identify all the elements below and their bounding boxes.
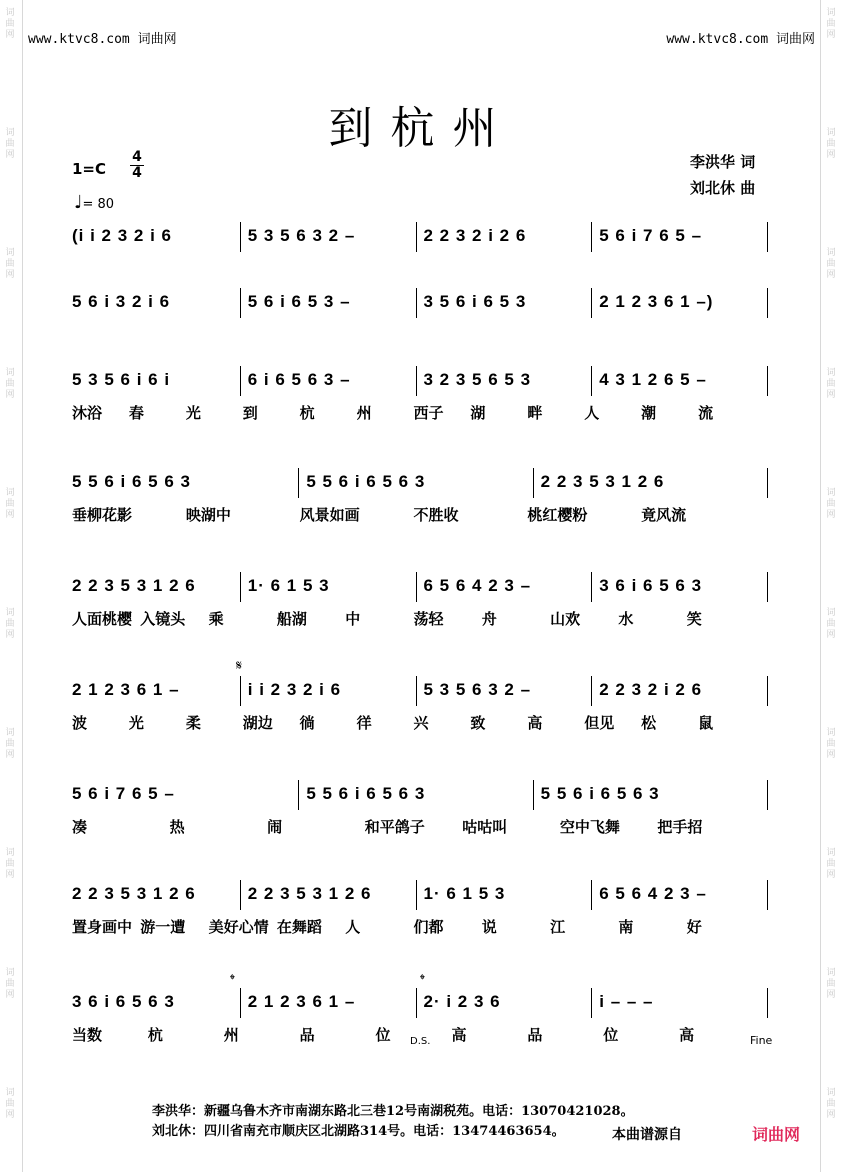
bar-line — [416, 676, 417, 706]
lyric: 垂柳花影 — [72, 506, 133, 524]
bar-line — [298, 780, 299, 810]
bar-line — [240, 222, 241, 252]
measure: 6 i 6 5 6 3 – — [247, 370, 351, 389]
measure: 6 5 6 4 2 3 – — [423, 576, 532, 595]
bar-line — [416, 880, 417, 910]
tempo-value: = 80 — [82, 197, 115, 212]
fine-mark: Fine — [750, 1034, 773, 1047]
lyric: 鼠 — [698, 714, 714, 732]
measure: 2 1 2 3 6 1 –) — [599, 292, 714, 311]
measure: 5 5 6 i 6 5 6 3 — [540, 784, 660, 803]
site-header-right[interactable] — [666, 28, 815, 47]
site-url[interactable]: www.ktvc8.com — [666, 32, 769, 47]
lyric: 和平鸽子 — [364, 818, 425, 836]
bar-line — [591, 988, 592, 1018]
footer-composer-contact: 刘北休：四川省南充市顺庆区北湖路314号。电话：13474463654。 — [152, 1124, 565, 1139]
measure: 2 2 3 5 3 1 2 6 — [72, 576, 196, 595]
lyric: 映湖中 — [185, 506, 231, 524]
lyric: 致 — [470, 714, 486, 732]
bar-line — [240, 988, 241, 1018]
site-name: 词曲网 — [775, 32, 815, 47]
watermark: 词曲网 — [826, 128, 836, 160]
lyric: 船湖 — [276, 610, 307, 628]
measure: 5 6 i 7 6 5 – — [72, 784, 175, 803]
measure: 3 2 3 5 6 5 3 — [423, 370, 532, 389]
lyric: 位 — [603, 1026, 619, 1044]
lyric: 置身画中 — [72, 918, 133, 936]
measure: i i 2 3 2 i 6 — [247, 680, 342, 699]
lyric: 人面桃樱 — [72, 610, 133, 628]
lyric: 山欢 — [550, 610, 581, 628]
right-margin-strip — [820, 0, 843, 1172]
lyric: 美好心情 — [208, 918, 269, 936]
bar-line — [591, 288, 592, 318]
lyric: 波 — [72, 714, 88, 732]
lyric: 入镜头 — [140, 610, 186, 628]
quarter-note-icon: ♩ — [74, 192, 83, 213]
measure: 2 2 3 5 3 1 2 6 — [540, 472, 665, 491]
lyric: 竟风流 — [641, 506, 687, 524]
lyric: 湖 — [470, 404, 486, 422]
lyric: 光 — [185, 404, 201, 422]
lyric: 位 — [375, 1026, 391, 1044]
watermark: 词曲网 — [5, 1088, 15, 1120]
measure: 2 2 3 2 i 2 6 — [599, 680, 703, 699]
bar-line — [591, 366, 592, 396]
bar-line — [767, 468, 768, 498]
coda-icon: 𝄌 — [420, 972, 425, 988]
composer-credit: 刘北休 曲 — [690, 179, 756, 197]
lyric: 不胜收 — [413, 506, 459, 524]
lyric: 州 — [223, 1026, 239, 1044]
lyric: 兴 — [413, 714, 429, 732]
bar-line — [240, 572, 241, 602]
lyric: 高 — [679, 1026, 695, 1044]
bar-line — [767, 676, 768, 706]
watermark: 词曲网 — [826, 608, 836, 640]
bar-line — [591, 880, 592, 910]
bar-line — [767, 880, 768, 910]
watermark: 词曲网 — [5, 848, 15, 880]
lyric: 南 — [618, 918, 634, 936]
lyric: 把手招 — [657, 818, 703, 836]
watermark: 词曲网 — [826, 368, 836, 400]
watermark: 词曲网 — [5, 128, 15, 160]
bar-line — [416, 366, 417, 396]
bar-line — [767, 222, 768, 252]
lyric: 流 — [698, 404, 714, 422]
measure: 3 6 i 6 5 6 3 — [72, 992, 175, 1011]
watermark: 词曲网 — [826, 968, 836, 1000]
watermark: 词曲网 — [5, 248, 15, 280]
watermark: 词曲网 — [826, 1088, 836, 1120]
measure: 5 6 i 6 5 3 – — [247, 292, 351, 311]
bar-line — [533, 780, 534, 810]
measure: 5 3 5 6 3 2 – — [247, 226, 356, 245]
measure: 5 6 i 7 6 5 – — [599, 226, 703, 245]
bar-line — [591, 676, 592, 706]
site-logo[interactable]: 词曲网 — [752, 1125, 801, 1144]
measure: 5 3 5 6 i 6 i — [72, 370, 171, 389]
lyric: 空中飞舞 — [559, 818, 620, 836]
lyric: 湖边 — [242, 714, 273, 732]
measure: 5 5 6 i 6 5 6 3 — [306, 472, 426, 491]
song-title: 到杭州 — [328, 103, 515, 154]
lyric: 杭 — [147, 1026, 163, 1044]
lyric: 热 — [169, 818, 185, 836]
watermark: 词曲网 — [5, 608, 15, 640]
site-name: 词曲网 — [137, 32, 177, 47]
lyric: 说 — [481, 918, 497, 936]
lyric: 江 — [550, 918, 566, 936]
lyric: 徉 — [356, 714, 372, 732]
lyric: 徜 — [299, 714, 315, 732]
bar-line — [298, 468, 299, 498]
tempo-marking — [74, 192, 114, 213]
bar-line — [240, 676, 241, 706]
lyric: 畔 — [527, 404, 543, 422]
bar-line — [416, 222, 417, 252]
lyric: 柔 — [185, 714, 201, 732]
lyric: 当数 — [72, 1026, 103, 1044]
lyric: 高 — [451, 1026, 467, 1044]
lyric: 品 — [299, 1026, 315, 1044]
watermark: 词曲网 — [826, 248, 836, 280]
lyric: 风景如画 — [299, 506, 360, 524]
lyric: 品 — [527, 1026, 543, 1044]
source-text: 本曲谱源自 — [612, 1127, 682, 1143]
measure: 2 2 3 5 3 1 2 6 — [247, 884, 372, 903]
measure: 4 3 1 2 6 5 – — [599, 370, 707, 389]
bar-line — [416, 288, 417, 318]
bar-line — [767, 288, 768, 318]
lyric: 咕咕叫 — [462, 818, 508, 836]
measure: 1· 6 1 5 3 — [247, 576, 330, 595]
lyric: 春 — [128, 404, 144, 422]
coda-icon: 𝄌 — [230, 972, 235, 988]
lyric: 光 — [128, 714, 144, 732]
lyric: 人 — [345, 918, 361, 936]
bar-line — [767, 366, 768, 396]
bar-line — [240, 880, 241, 910]
lyric: 到 — [242, 404, 258, 422]
site-header-left[interactable] — [28, 28, 177, 47]
watermark: 词曲网 — [5, 968, 15, 1000]
watermark: 词曲网 — [826, 8, 836, 40]
lyric: 舟 — [481, 610, 497, 628]
lyric: 在舞蹈 — [276, 918, 322, 936]
measure: 5 3 5 6 3 2 – — [423, 680, 532, 699]
measure: 2 2 3 2 i 2 6 — [423, 226, 527, 245]
key-signature: 1=C — [72, 160, 107, 178]
watermark: 词曲网 — [826, 848, 836, 880]
left-margin-strip — [0, 0, 23, 1172]
measure: 2 2 3 5 3 1 2 6 — [72, 884, 196, 903]
measure: 2 1 2 3 6 1 – — [72, 680, 180, 699]
lyric: 荡轻 — [413, 610, 444, 628]
lyric: 乘 — [208, 610, 224, 628]
measure: 3 5 6 i 6 5 3 — [423, 292, 527, 311]
measure: 6 5 6 4 2 3 – — [599, 884, 707, 903]
lyricist-credit: 李洪华 词 — [690, 153, 756, 171]
measure: i – – – — [599, 992, 654, 1011]
lyric: 好 — [686, 918, 702, 936]
lyric: 凑 — [72, 818, 88, 836]
measure: 5 5 6 i 6 5 6 3 — [72, 472, 191, 491]
lyric: 潮 — [641, 404, 657, 422]
measure: 1· 6 1 5 3 — [423, 884, 506, 903]
measure: 2 1 2 3 6 1 – — [247, 992, 356, 1011]
bar-line — [416, 988, 417, 1018]
lyric: 游一遭 — [140, 918, 186, 936]
lyric: 杭 — [299, 404, 315, 422]
lyric: 西子 — [413, 404, 444, 422]
time-signature-bottom: 4 — [132, 165, 142, 181]
lyric: 中 — [345, 610, 361, 628]
lyric: 但见 — [584, 714, 615, 732]
watermark: 词曲网 — [5, 728, 15, 760]
ds-mark: D.S. — [410, 1036, 431, 1047]
bar-line — [767, 572, 768, 602]
lyric: 州 — [356, 404, 372, 422]
watermark: 词曲网 — [5, 368, 15, 400]
lyric: 闹 — [267, 818, 283, 836]
site-url[interactable]: www.ktvc8.com — [28, 32, 130, 47]
lyric: 沐浴 — [72, 404, 103, 422]
measure: 2· i 2 3 6 — [423, 992, 501, 1011]
lyric: 桃红樱粉 — [527, 506, 588, 524]
lyric: 松 — [641, 714, 657, 732]
bar-line — [767, 988, 768, 1018]
bar-line — [240, 288, 241, 318]
bar-line — [591, 222, 592, 252]
lyric: 高 — [527, 714, 543, 732]
segno-icon: 𝄋 — [236, 658, 243, 674]
bar-line — [240, 366, 241, 396]
lyric: 人 — [584, 404, 600, 422]
bar-line — [416, 572, 417, 602]
bar-line — [533, 468, 534, 498]
watermark: 词曲网 — [5, 488, 15, 520]
measure: 5 5 6 i 6 5 6 3 — [306, 784, 426, 803]
time-signature-top: 4 — [132, 149, 142, 165]
lyric: 水 — [618, 610, 634, 628]
lyric: 们都 — [413, 918, 444, 936]
lyric: 笑 — [686, 610, 702, 628]
bar-line — [591, 572, 592, 602]
time-signature — [130, 150, 144, 181]
measure: 5 6 i 3 2 i 6 — [72, 292, 171, 311]
measure: 3 6 i 6 5 6 3 — [599, 576, 703, 595]
watermark: 词曲网 — [826, 728, 836, 760]
watermark: 词曲网 — [5, 8, 15, 40]
bar-line — [767, 780, 768, 810]
measure: (i i 2 3 2 i 6 — [72, 226, 172, 245]
footer-lyricist-contact: 李洪华：新疆乌鲁木齐市南湖东路北三巷12号南湖税苑。电话：13070421028。 — [152, 1104, 634, 1119]
watermark: 词曲网 — [826, 488, 836, 520]
